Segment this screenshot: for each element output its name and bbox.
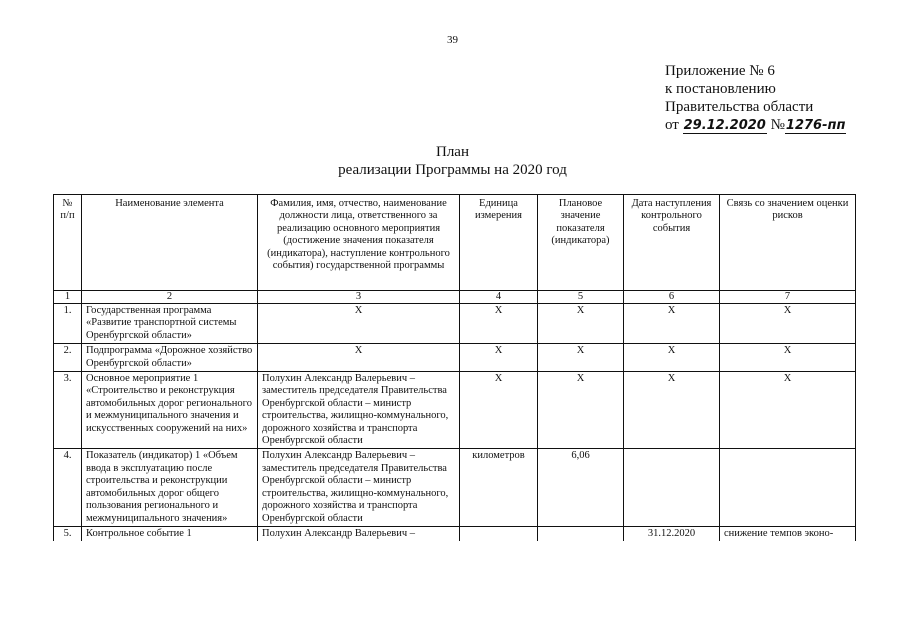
from-label: от [665,117,679,133]
planned-value: Х [538,372,624,449]
responsible-person: Полухин Александр Валерьевич – [258,526,460,541]
title-line-2: реализации Программы на 2020 год [338,162,567,178]
column-number-row [54,291,856,304]
planned-value: 6,06 [538,449,624,526]
appendix-line-1: Приложение № 6 [665,63,775,79]
header-risk: Связь со значением оценки рисков [720,195,856,291]
column-number: 5 [538,291,624,304]
column-number: 2 [82,291,258,304]
unit: Х [460,372,538,449]
row-number: 2. [54,344,82,372]
responsible-person: Х [258,304,460,344]
title-line-1: План [435,144,469,160]
appendix-block [665,62,846,135]
risk-link: Х [720,304,856,344]
header-row [54,195,856,291]
header-num: № п/п [54,195,82,291]
element-name: Подпрограмма «Дорожное хозяйство Оренбургской области» [82,344,258,372]
table-row [54,372,856,449]
page-number: 39 [447,34,458,46]
column-number: 3 [258,291,460,304]
risk-link: Х [720,372,856,449]
header-unit: Единица измерения [460,195,538,291]
unit [460,526,538,541]
header-date: Дата наступления контрольного события [624,195,720,291]
row-number: 1. [54,304,82,344]
column-number: 6 [624,291,720,304]
element-name: Основное мероприятие 1 «Строительство и реконструкция автомобильных дорог регионального и межмуниципального значения и искусственных сооружений на них» [82,372,258,449]
table-row [54,304,856,344]
document-title [0,143,905,179]
column-number: 7 [720,291,856,304]
unit: километров [460,449,538,526]
event-date: Х [624,344,720,372]
appendix-line-2: к постановлению [665,81,776,97]
header-value: Плановое значение показателя (индикатора) [538,195,624,291]
number-label: № [770,117,785,133]
risk-link: снижение темпов эконо- [720,526,856,541]
responsible-person: Полухин Александр Валерьевич – заместитель председателя Правительства Оренбургской области – министр строительства, жилищно-коммунального, дорожного хозяйства и транспорта Оренбургской области [258,449,460,526]
column-number: 4 [460,291,538,304]
column-number: 1 [54,291,82,304]
element-name: Показатель (индикатор) 1 «Объем ввода в эксплуатацию после строительства и реконструкции автомобильных дорог общего пользования регионального и межмуниципального значения» [82,449,258,526]
row-number: 5. [54,526,82,541]
responsible-person: Х [258,344,460,372]
handwritten-number: 1276-пп [785,118,846,133]
responsible-person: Полухин Александр Валерьевич – заместитель председателя Правительства Оренбургской области – министр строительства, жилищно-коммунального, дорожного хозяйства и транспорта Оренбургской области [258,372,460,449]
table-row [54,526,856,541]
header-responsible: Фамилия, имя, отчество, наименование должности лица, ответственного за реализацию основного мероприятия (достижение значения показателя (индикатора), наступление контрольного события) государственной программы [258,195,460,291]
risk-link [720,449,856,526]
appendix-line-3: Правительства области [665,99,814,115]
element-name: Контрольное событие 1 [82,526,258,541]
event-date: Х [624,372,720,449]
risk-link: Х [720,344,856,372]
unit: Х [460,304,538,344]
unit: Х [460,344,538,372]
planned-value [538,526,624,541]
planned-value: Х [538,344,624,372]
planned-value: Х [538,304,624,344]
event-date: Х [624,304,720,344]
handwritten-date: 29.12.2020 [683,118,766,133]
row-number: 3. [54,372,82,449]
header-name: Наименование элемента [82,195,258,291]
plan-table [53,194,856,541]
appendix-line-4 [665,116,846,135]
event-date: 31.12.2020 [624,526,720,541]
table-row [54,449,856,526]
event-date [624,449,720,526]
table-row [54,344,856,372]
element-name: Государственная программа «Развитие транспортной системы Оренбургской области» [82,304,258,344]
row-number: 4. [54,449,82,526]
